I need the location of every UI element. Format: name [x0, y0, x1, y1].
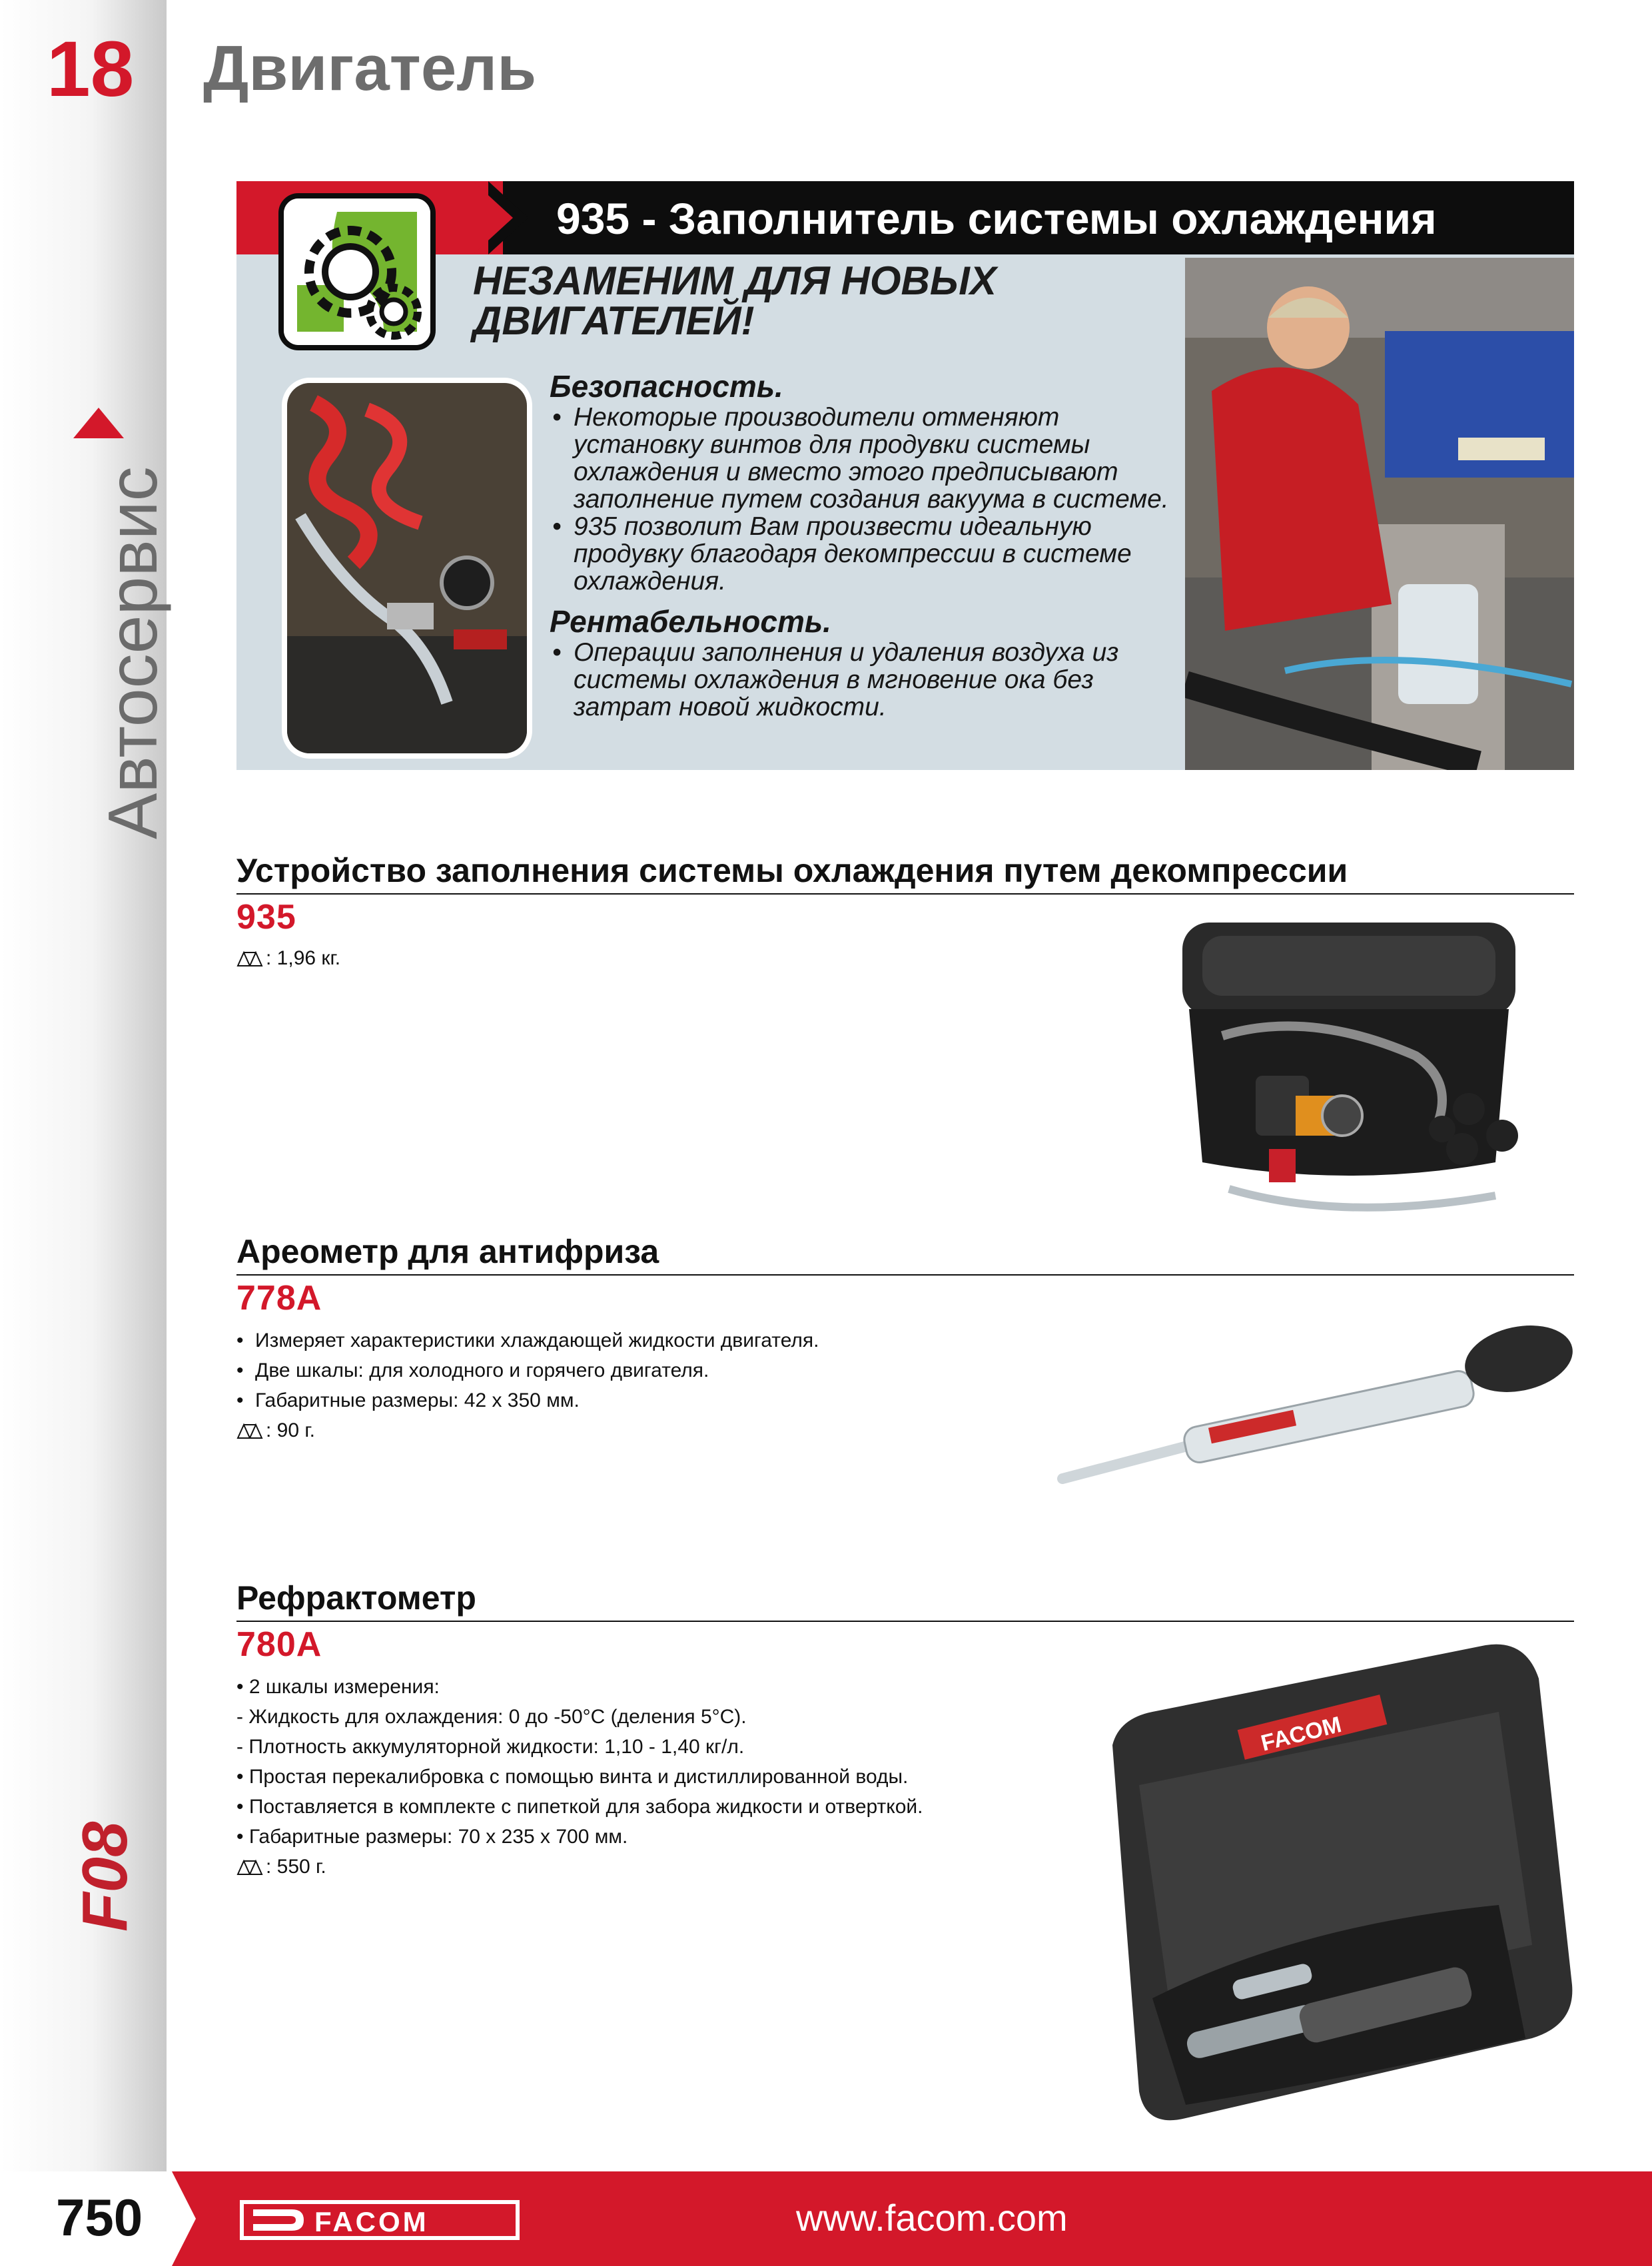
- profit-heading: Рентабельность.: [550, 604, 831, 639]
- facom-logo-text: FACOM: [314, 2206, 429, 2237]
- spec-line: • Простая перекалибровка с помощью винта и дистиллированной воды.: [236, 1766, 909, 1788]
- spec-line: • Две шкалы: для холодного и горячего двигателя.: [236, 1355, 1574, 1385]
- product-title: Рефрактометр: [236, 1580, 1574, 1622]
- product-weight-value: : 550 г.: [266, 1856, 326, 1878]
- safety-item: • Некоторые производители отменяют установку винтов для продувки системы охлаждения и вместо этого предписывают заполнение путем создания вакуума в системе.: [550, 404, 1172, 514]
- page-number-chevron: [172, 2171, 196, 2266]
- spec-line: • Измеряет характеристики хлаждающей жидкости двигателя.: [236, 1325, 1574, 1355]
- product-weight-value: : 90 г.: [266, 1419, 315, 1442]
- feature-banner: [236, 181, 1574, 254]
- product-image-780a: [1099, 1639, 1579, 2131]
- profit-item: • Операции заполнения и удаления воздуха из системы охлаждения в мгновение ока без затрат новой жидкости.: [550, 639, 1172, 721]
- product-ref: 935: [236, 898, 296, 937]
- safety-item: • 935 позволит Вам произвести идеальную продувку благодаря декомпрессии в системе охлаждения.: [550, 514, 1172, 595]
- weight-scale-icon: [236, 1422, 263, 1439]
- spec-line: • Габаритные размеры: 70 x 235 x 700 мм.: [236, 1826, 628, 1848]
- product-title: Устройство заполнения системы охлаждения путем декомпрессии: [236, 853, 1574, 895]
- page-footer: [0, 2171, 1652, 2266]
- promo-benefits: [550, 369, 1172, 721]
- weight-scale-icon: [236, 1858, 263, 1876]
- product-ref: 780A: [236, 1625, 322, 1664]
- product-image-778a: [1056, 1319, 1579, 1492]
- spec-line: • Габаритные размеры: 42 x 350 мм.: [236, 1385, 1574, 1415]
- coolant-hose-photo: [282, 378, 532, 759]
- page-number: 750: [56, 2188, 143, 2247]
- section-arrow-icon: [73, 408, 124, 438]
- weight-scale-icon: [236, 950, 263, 967]
- section-label: Автосервис: [95, 466, 172, 839]
- chapter-number: 18: [47, 25, 135, 113]
- spec-line: - Плотность аккумуляторной жидкости: 1,10 - 1,40 кг/л.: [236, 1736, 745, 1758]
- promo-panel: [236, 254, 1574, 770]
- chapter-title: Двигатель: [203, 33, 537, 104]
- promo-tagline: НЕЗАМЕНИМ ДЛЯ НОВЫХ ДВИГАТЕЛЕЙ!: [473, 258, 997, 343]
- mechanic-photo: [1185, 258, 1574, 770]
- safety-heading: Безопасность.: [550, 369, 783, 404]
- product-image-935: [1176, 909, 1522, 1236]
- spec-line: • Поставляется в комплекте с пипеткой для забора жидкости и отверткой.: [236, 1796, 923, 1818]
- banner-chevron: [473, 181, 513, 254]
- facom-logo: [240, 2200, 520, 2240]
- product-ref: 778A: [236, 1279, 322, 1318]
- spec-line: - Жидкость для охлаждения: 0 до -50°C (деления 5°C).: [236, 1706, 747, 1728]
- spec-line: • 2 шкалы измерения:: [236, 1676, 440, 1699]
- product-weight-value: : 1,96 кг.: [266, 947, 341, 970]
- banner-title: 935 - Заполнитель системы охлаждения: [556, 194, 1437, 243]
- catalog-logo: F08: [69, 1821, 141, 1932]
- footer-url[interactable]: www.facom.com: [796, 2197, 1068, 2239]
- case-brand-label: FACOM: [1258, 1712, 1344, 1756]
- product-title: Ареометр для антифриза: [236, 1234, 1574, 1276]
- gear-icon: [278, 193, 436, 350]
